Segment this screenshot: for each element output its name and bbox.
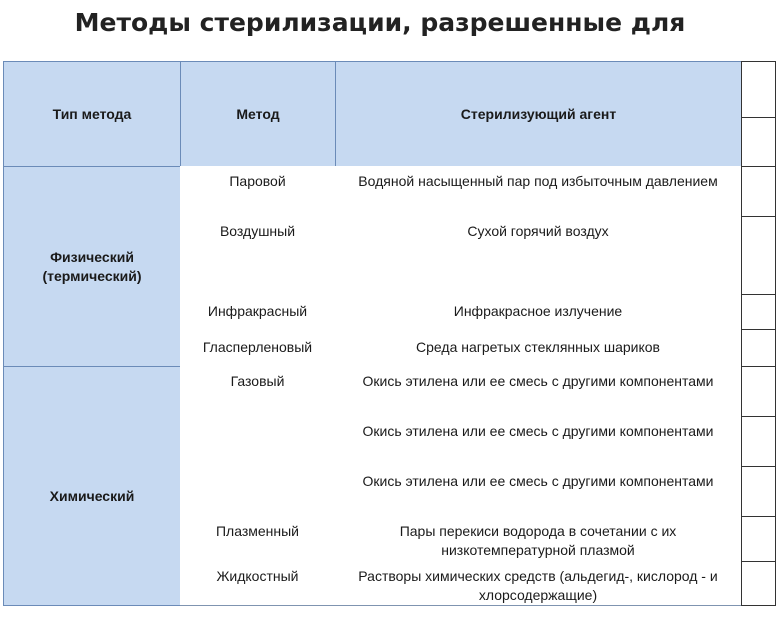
table-edge-cell: [741, 216, 776, 295]
table-row-method: Плазменный: [180, 516, 336, 562]
table-edge-cell: [741, 117, 776, 167]
header-type: Тип метода: [3, 61, 181, 167]
table-row-method: Воздушный: [180, 216, 336, 295]
table-row-agent: Инфракрасное излучение: [335, 294, 742, 330]
table-row-agent: Окись этилена или ее смесь с другими компонентами: [335, 366, 742, 417]
table-edge-cell: [741, 561, 776, 606]
table-edge-cell: [741, 466, 776, 517]
table-edge-cell: [741, 329, 776, 367]
type-chemical: Химический: [3, 366, 181, 606]
type-physical: Физический (термический): [3, 166, 181, 367]
table-row-method: Паровой: [180, 166, 336, 217]
table-edge-cell: [741, 294, 776, 330]
table-row-agent: Пары перекиси водорода в сочетании с их низкотемпературной плазмой: [335, 516, 742, 562]
table-row-agent: Сухой горячий воздух: [335, 216, 742, 295]
page-title: Методы стерилизации, разрешенные для: [74, 8, 686, 37]
table-row-agent: Водяной насыщенный пар под избыточным давлением: [335, 166, 742, 217]
table-edge-cell: [741, 516, 776, 562]
table-row-agent: Растворы химических средств (альдегид-, кислород - и хлорсодержащие): [335, 561, 742, 606]
header-method: Метод: [180, 61, 336, 167]
table-edge-cell: [741, 166, 776, 217]
table-row-agent: Окись этилена или ее смесь с другими компонентами: [335, 466, 742, 517]
table-row-method: Газовый: [180, 366, 336, 517]
table-row-method: Гласперленовый: [180, 329, 336, 367]
table-edge-cell: [741, 61, 776, 118]
table-row-agent: Среда нагретых стеклянных шариков: [335, 329, 742, 367]
table-row-method: Жидкостный: [180, 561, 336, 606]
table-row-method: Инфракрасный: [180, 294, 336, 330]
table-row-agent: Окись этилена или ее смесь с другими компонентами: [335, 416, 742, 467]
header-agent: Стерилизующий агент: [335, 61, 742, 167]
table-edge-cell: [741, 416, 776, 467]
table-edge-cell: [741, 366, 776, 417]
